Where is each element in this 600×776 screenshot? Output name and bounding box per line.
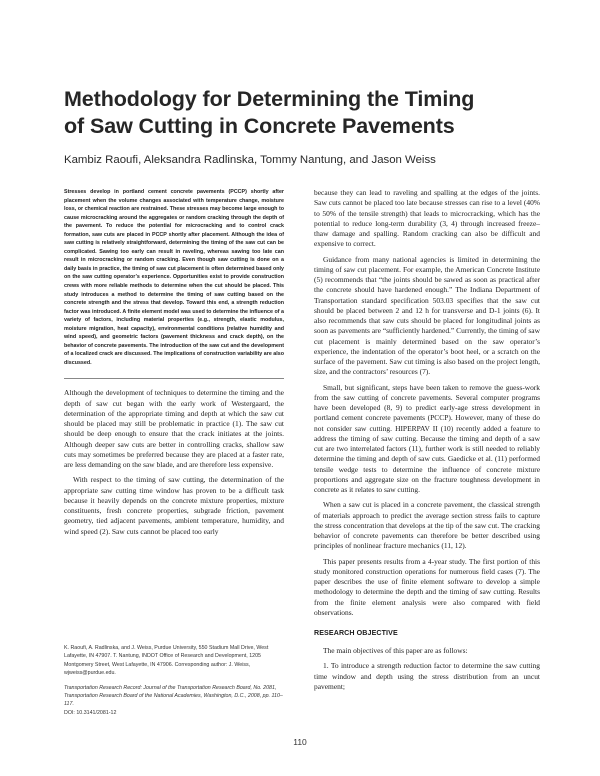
section-heading: RESEARCH OBJECTIVE xyxy=(314,629,398,637)
body-paragraph: Small, but significant, steps have been taken to remove the guess-work from the saw cutting of concrete pavements. Several computer programs have been developed (8, 9) to predict early-age stress development in portland cement concrete pavements (PCCP). However, many of these do not consider saw cutting. HIPERPAV II (10) recently added a feature to address the timing of saw cutting. Because the timing and depth of a saw cut are two interrelated factors (11), further work is still needed to reliably determine the timing and depth of saw cuts. Gaedicke et al. (11) performed tensile wedge tests to determine the influence of concrete mixture proportions and aggregate size on the fracture toughness development in concrete as it relates to saw cutting. xyxy=(314,382,540,494)
footnote-doi: DOI: 10.3141/2081-12 xyxy=(64,709,117,716)
body-paragraph: The main objectives of this paper are as follows: xyxy=(323,646,468,655)
page-number: 110 xyxy=(293,737,307,747)
paper-title xyxy=(64,86,544,140)
author-list: Kambiz Raoufi, Aleksandra Radlinska, Tommy Nantung, and Jason Weiss xyxy=(64,154,436,166)
body-paragraph: 1. To introduce a strength reduction factor to determine the saw cutting time window and depth using the stress distribution from an uncut pavement; xyxy=(314,661,540,691)
body-paragraph: This paper presents results from a 4-year study. The first portion of this study monitored construction operations for numerous field cases (7). The paper describes the use of finite element software to develop a simple methodology to determine the depth and the timing of saw cutting. Results from the finite element analysis were also compared with field observations. xyxy=(314,556,540,617)
body-paragraph: Although the development of techniques to determine the timing and the depth of saw cut began with the early work of Westergaard, the determination of the appropriate timing and depth at which the saw cut should be placed may still be problematic in practice (1). The saw cut should be deep enough to ensure that the crack initiates at the joints. Although deeper saw cuts are better in controlling cracks, shallow saw cuts may sometimes be preferred because they are placed at a faster rate, are less demanding on the saw blade, and are therefore less expensive. xyxy=(64,388,284,470)
abstract: Stresses develop in portland cement concrete pavements (PCCP) shortly after placement when the volume changes associated with temperature change, moisture loss, or chemical reaction are restrained. These stresses may become large enough to cause microcracking around the aggregates or random cracking through the depth of the pavement. To reduce the potential for microcracking and to control crack formation, saw cuts are placed in PCCP shortly after placement. Although the idea of saw cutting is relatively straightforward, determining the timing of the saw cut can be complicated. Sawing too early can result in raveling, whereas sawing too late can result in microcracking or random cracking. Even though saw cutting is done on a daily basis in practice, the timing of saw cut placement is often determined based only on the saw cutting operator’s experience. Opportunities exist to provide construction crews with more reliable methods to determine when the cut should be placed. This study introduces a method to determine the timing of saw cutting based on the concrete strength and the stress that develop. Toward this end, a strength reduction factor was introduced. A finite element model was used to determine the influence of a variety of factors, including material properties (e.g., strength, elastic modulus, moisture migration, heat capacity), environmental conditions (relative humidity and wind speed), and geometric factors (pavement thickness and crack depth), on the behavior of concrete pavements. The introduction of the saw cut and the development of a localized crack are discussed. The implications of construction variability are also discussed. xyxy=(64,189,284,366)
title-line-1: Methodology for Determining the Timing xyxy=(64,87,475,111)
title-line-2: of Saw Cutting in Concrete Pavements xyxy=(64,114,455,138)
footnote-affiliations: K. Raoufi, A. Radlinska, and J. Weiss, Purdue University, 550 Stadium Mall Drive, West Lafayette, IN 47907. T. Nantung, INDOT Office of Research and Development, 1205 Montgomery Street, West Lafayette, IN 47906. Corresponding author: J. Weiss, wjweiss@purdue.edu. xyxy=(64,645,269,677)
left-column xyxy=(64,188,284,542)
abstract-divider xyxy=(64,378,284,379)
footnote-citation: Transportation Research Record: Journal of the Transportation Research Board, No. 2081, Transportation Research Board of the National Academies, Washington, D.C., 2008, pp. 110–117. xyxy=(64,684,283,708)
body-paragraph: Guidance from many national agencies is limited in determining the timing of saw cut placement. For example, the American Concrete Institute (5) recommends that “the joints should be sawed as soon as practical after the concrete should have hardened enough.” The Indiana Department of Transportation standard specification 503.03 specifies that the saw cut should be placed between 2 and 12 h for transverse and D-1 joints (6). It also recommends that saw cuts should be placed for longitudinal joints as soon as pavements are “sufficiently hardened.” Currently, the timing of saw cut placement is mainly determined based on the saw operator’s experience, the indentation of the operator’s boot heel, or a scratch on the surface of the pavement. Saw cut timing is also based on the project length, size, and the contractors’ resources (7). xyxy=(314,254,540,377)
body-paragraph: When a saw cut is placed in a concrete pavement, the classical strength of materials approach to predict the average section stress fails to capture the stress concentration that develops at the tip of the saw cut. The cracking behavior of concrete pavements can therefore be better described using principles of nonlinear fracture mechanics (11, 12). xyxy=(314,500,540,551)
right-column xyxy=(314,188,540,697)
body-paragraph: because they can lead to raveling and spalling at the edges of the joints. Saw cuts cannot be placed too late because stresses can rise to a level (40% to 50% of the tensile strength) that leads to microcracking, which has the potential to reduce long-term durability (3, 4) through increased freeze–thaw damage and spalling. Random cracking can also be difficult and expensive to correct. xyxy=(314,188,540,249)
body-paragraph: With respect to the timing of saw cutting, the determination of the appropriate saw cutting time window has proven to be a difficult task because it heavily depends on the concrete mixture properties, mixture constituents, fresh concrete properties, subgrade friction, pavement geometry, tied adjacent pavements, ambient temperature, humidity, and wind speed (2). Saw cuts cannot be placed too early xyxy=(64,475,284,536)
footnote-block xyxy=(64,644,290,717)
